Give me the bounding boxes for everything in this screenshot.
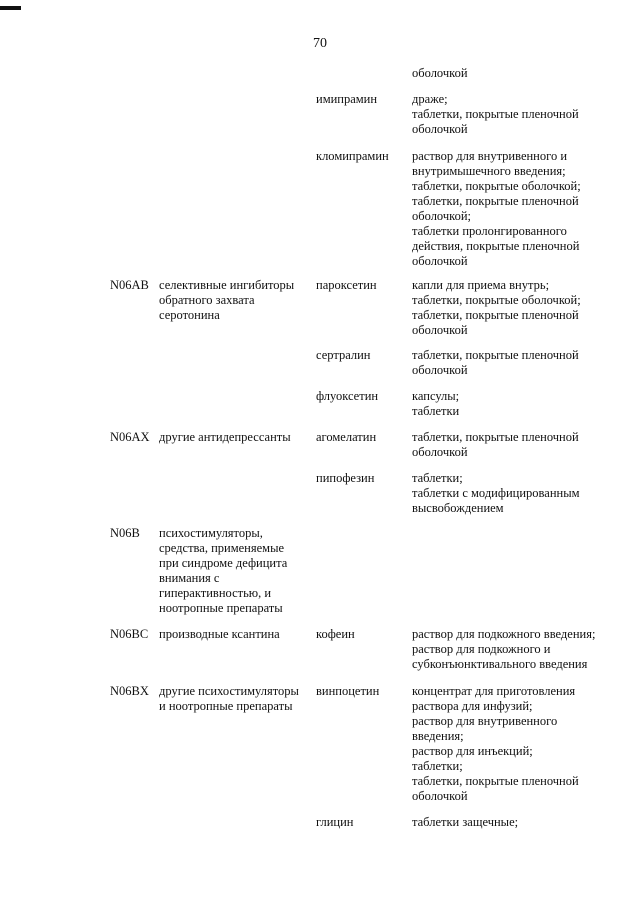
dosage-forms: капли для приема внутрь; таблетки, покрытые оболочкой; таблетки, покрытые пленочной оболочкой: [412, 278, 581, 337]
dosage-forms: таблетки, покрытые пленочной оболочкой: [412, 430, 579, 459]
group-name: другие антидепрессанты: [159, 430, 291, 444]
drug-name: имипрамин: [316, 92, 378, 106]
atc-code: N06BX: [110, 684, 149, 698]
drug-name: винпоцетин: [316, 684, 380, 698]
dosage-forms: драже; таблетки, покрытые пленочной оболочкой: [412, 92, 579, 136]
dosage-forms: таблетки; таблетки с модифицированным высвобождением: [412, 471, 580, 515]
dosage-forms: таблетки, покрытые пленочной оболочкой: [412, 348, 579, 377]
drug-name: кофеин: [316, 627, 355, 641]
drug-name: пипофезин: [316, 471, 375, 485]
dosage-forms: капсулы; таблетки: [412, 389, 460, 418]
atc-code: N06BC: [110, 627, 149, 641]
group-name: психостимуляторы, средства, применяемые при синдроме дефицита внимания с гиперактивностью, и ноотропные препараты: [159, 526, 288, 615]
drug-name: агомелатин: [316, 430, 377, 444]
drug-name: сертралин: [316, 348, 371, 362]
group-name: другие психостимуляторы и ноотропные препараты: [159, 684, 299, 713]
dosage-forms: раствор для подкожного введения; раствор для подкожного и субконъюнктивального введения: [412, 627, 596, 671]
dosage-forms: оболочкой: [412, 66, 468, 80]
atc-code: N06B: [110, 526, 140, 540]
page-number: 70: [313, 36, 327, 51]
atc-code: N06AB: [110, 278, 149, 292]
dosage-forms: таблетки защечные;: [412, 815, 519, 829]
group-name: производные ксантина: [159, 627, 280, 641]
dosage-forms: раствор для внутривенного и внутримышечного введения; таблетки, покрытые оболочкой; таблетки, покрытые пленочной оболочкой; таблетки пролонгированного действия, покрытые пленочной оболочкой: [412, 149, 581, 268]
atc-code: N06AX: [110, 430, 150, 444]
dosage-forms: концентрат для приготовления раствора для инфузий; раствор для внутривенного введения; раствор для инъекций; таблетки; таблетки, покрытые пленочной оболочкой: [412, 684, 579, 803]
drug-name: флуоксетин: [316, 389, 379, 403]
group-name: селективные ингибиторы обратного захвата серотонина: [159, 278, 295, 322]
drug-name: пароксетин: [316, 278, 377, 292]
drug-name: глицин: [316, 815, 354, 829]
drug-name: кломипрамин: [316, 149, 389, 163]
